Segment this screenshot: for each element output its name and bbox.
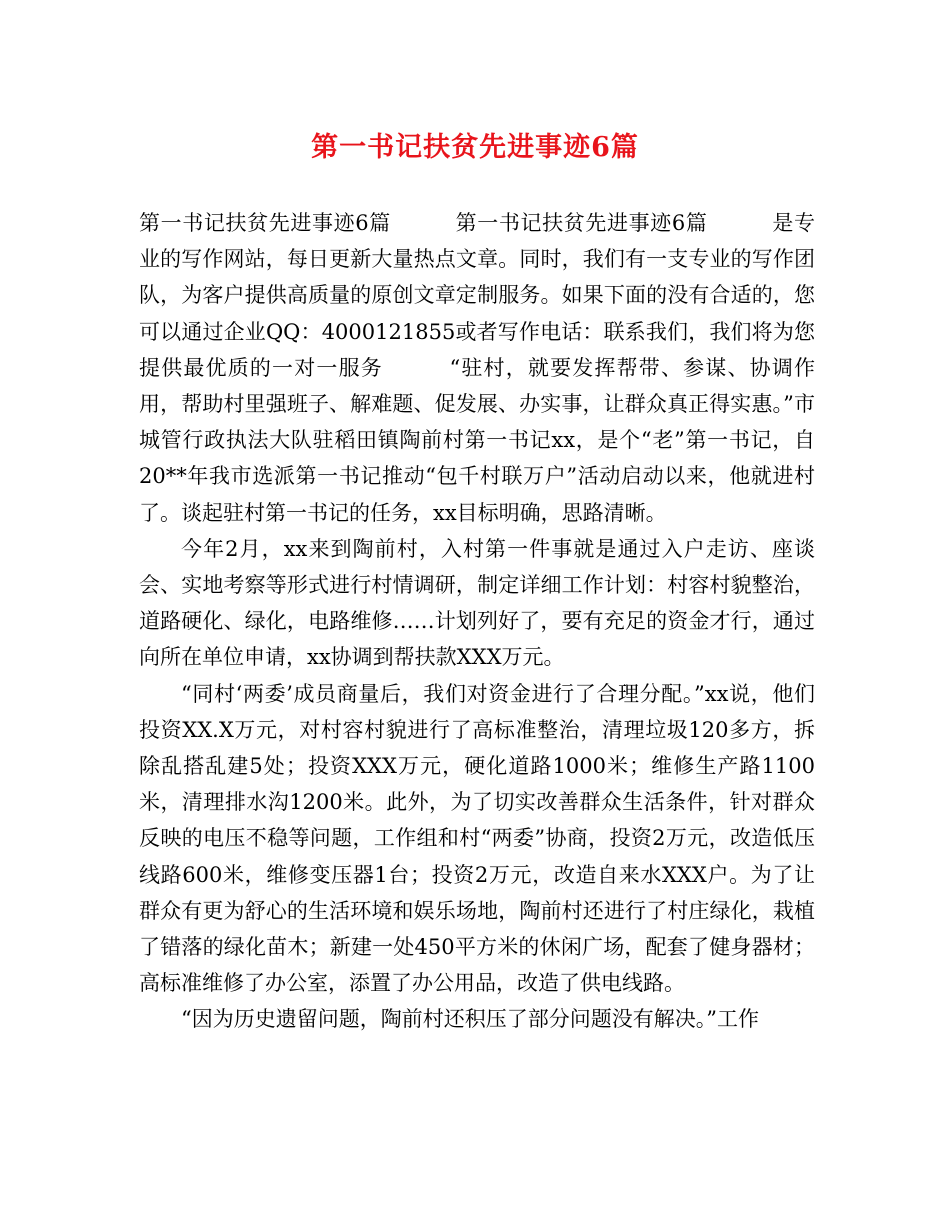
paragraph-investment: “同村‘两委’成员商量后，我们对资金进行了合理分配。”xx说，他们投资XX.X万元，对村容村貌进行了高标准整治，清理垃圾120多方，拆除乱搭乱建5处；投资XXX万元，硬化道路1000米；维修生产路1100米，清理排水沟1200米。此外，为了切实改善群众生活条件，针对群众反映的电压不稳等问题，工作组和村“两委”协商，投资2万元，改造低压线路600米，维修变压器1台；投资2万元，改造自来水XXX户。为了让群众有更为舒心的生活环境和娱乐场地，陶前村还进行了村庄绿化，栽植了错落的绿化苗木；新建一处450平方米的休闲广场，配套了健身器材；高标准维修了办公室，添置了办公用品，改造了供电线路。 [139,681,815,996]
document-title: 第一书记扶贫先进事迹6篇 [311,132,639,163]
paragraph-research: 今年2月，xx来到陶前村，入村第一件事就是通过入户走访、座谈会、实地考察等形式进行村情调研，制定详细工作计划：村容村貌整治，道路硬化、绿化，电路维修……计划列好了，要有充足的资金才行，通过向所在单位申请，xx协调到帮扶款XXX万元。 [139,536,815,670]
paragraph-intro: 第一书记扶贫先进事迹6篇 第一书记扶贫先进事迹6篇 是专业的写作网站，每日更新大量热点文章。同时，我们有一支专业的写作团队，为客户提供高质量的原创文章定制服务。如果下面的没有合适的，您可以通过企业QQ：4000121855或者写作电话：联系我们，我们将为您提供最优质的一对一服务 “驻村，就要发挥帮带、参谋、协调作用，帮助村里强班子、解难题、促发展、办实事，让群众真正得实惠。”市城管行政执法大队驻稻田镇陶前村第一书记xx，是个“老”第一书记，自20**年我市选派第一书记推动“包千村联万户”活动启动以来，他就进村了。谈起驻村第一书记的任务，xx目标明确，思路清晰。 [139,211,815,525]
paragraph-history: “因为历史遗留问题，陶前村还积压了部分问题没有解决。”工作 [181,1007,759,1032]
document-body [139,205,815,1038]
